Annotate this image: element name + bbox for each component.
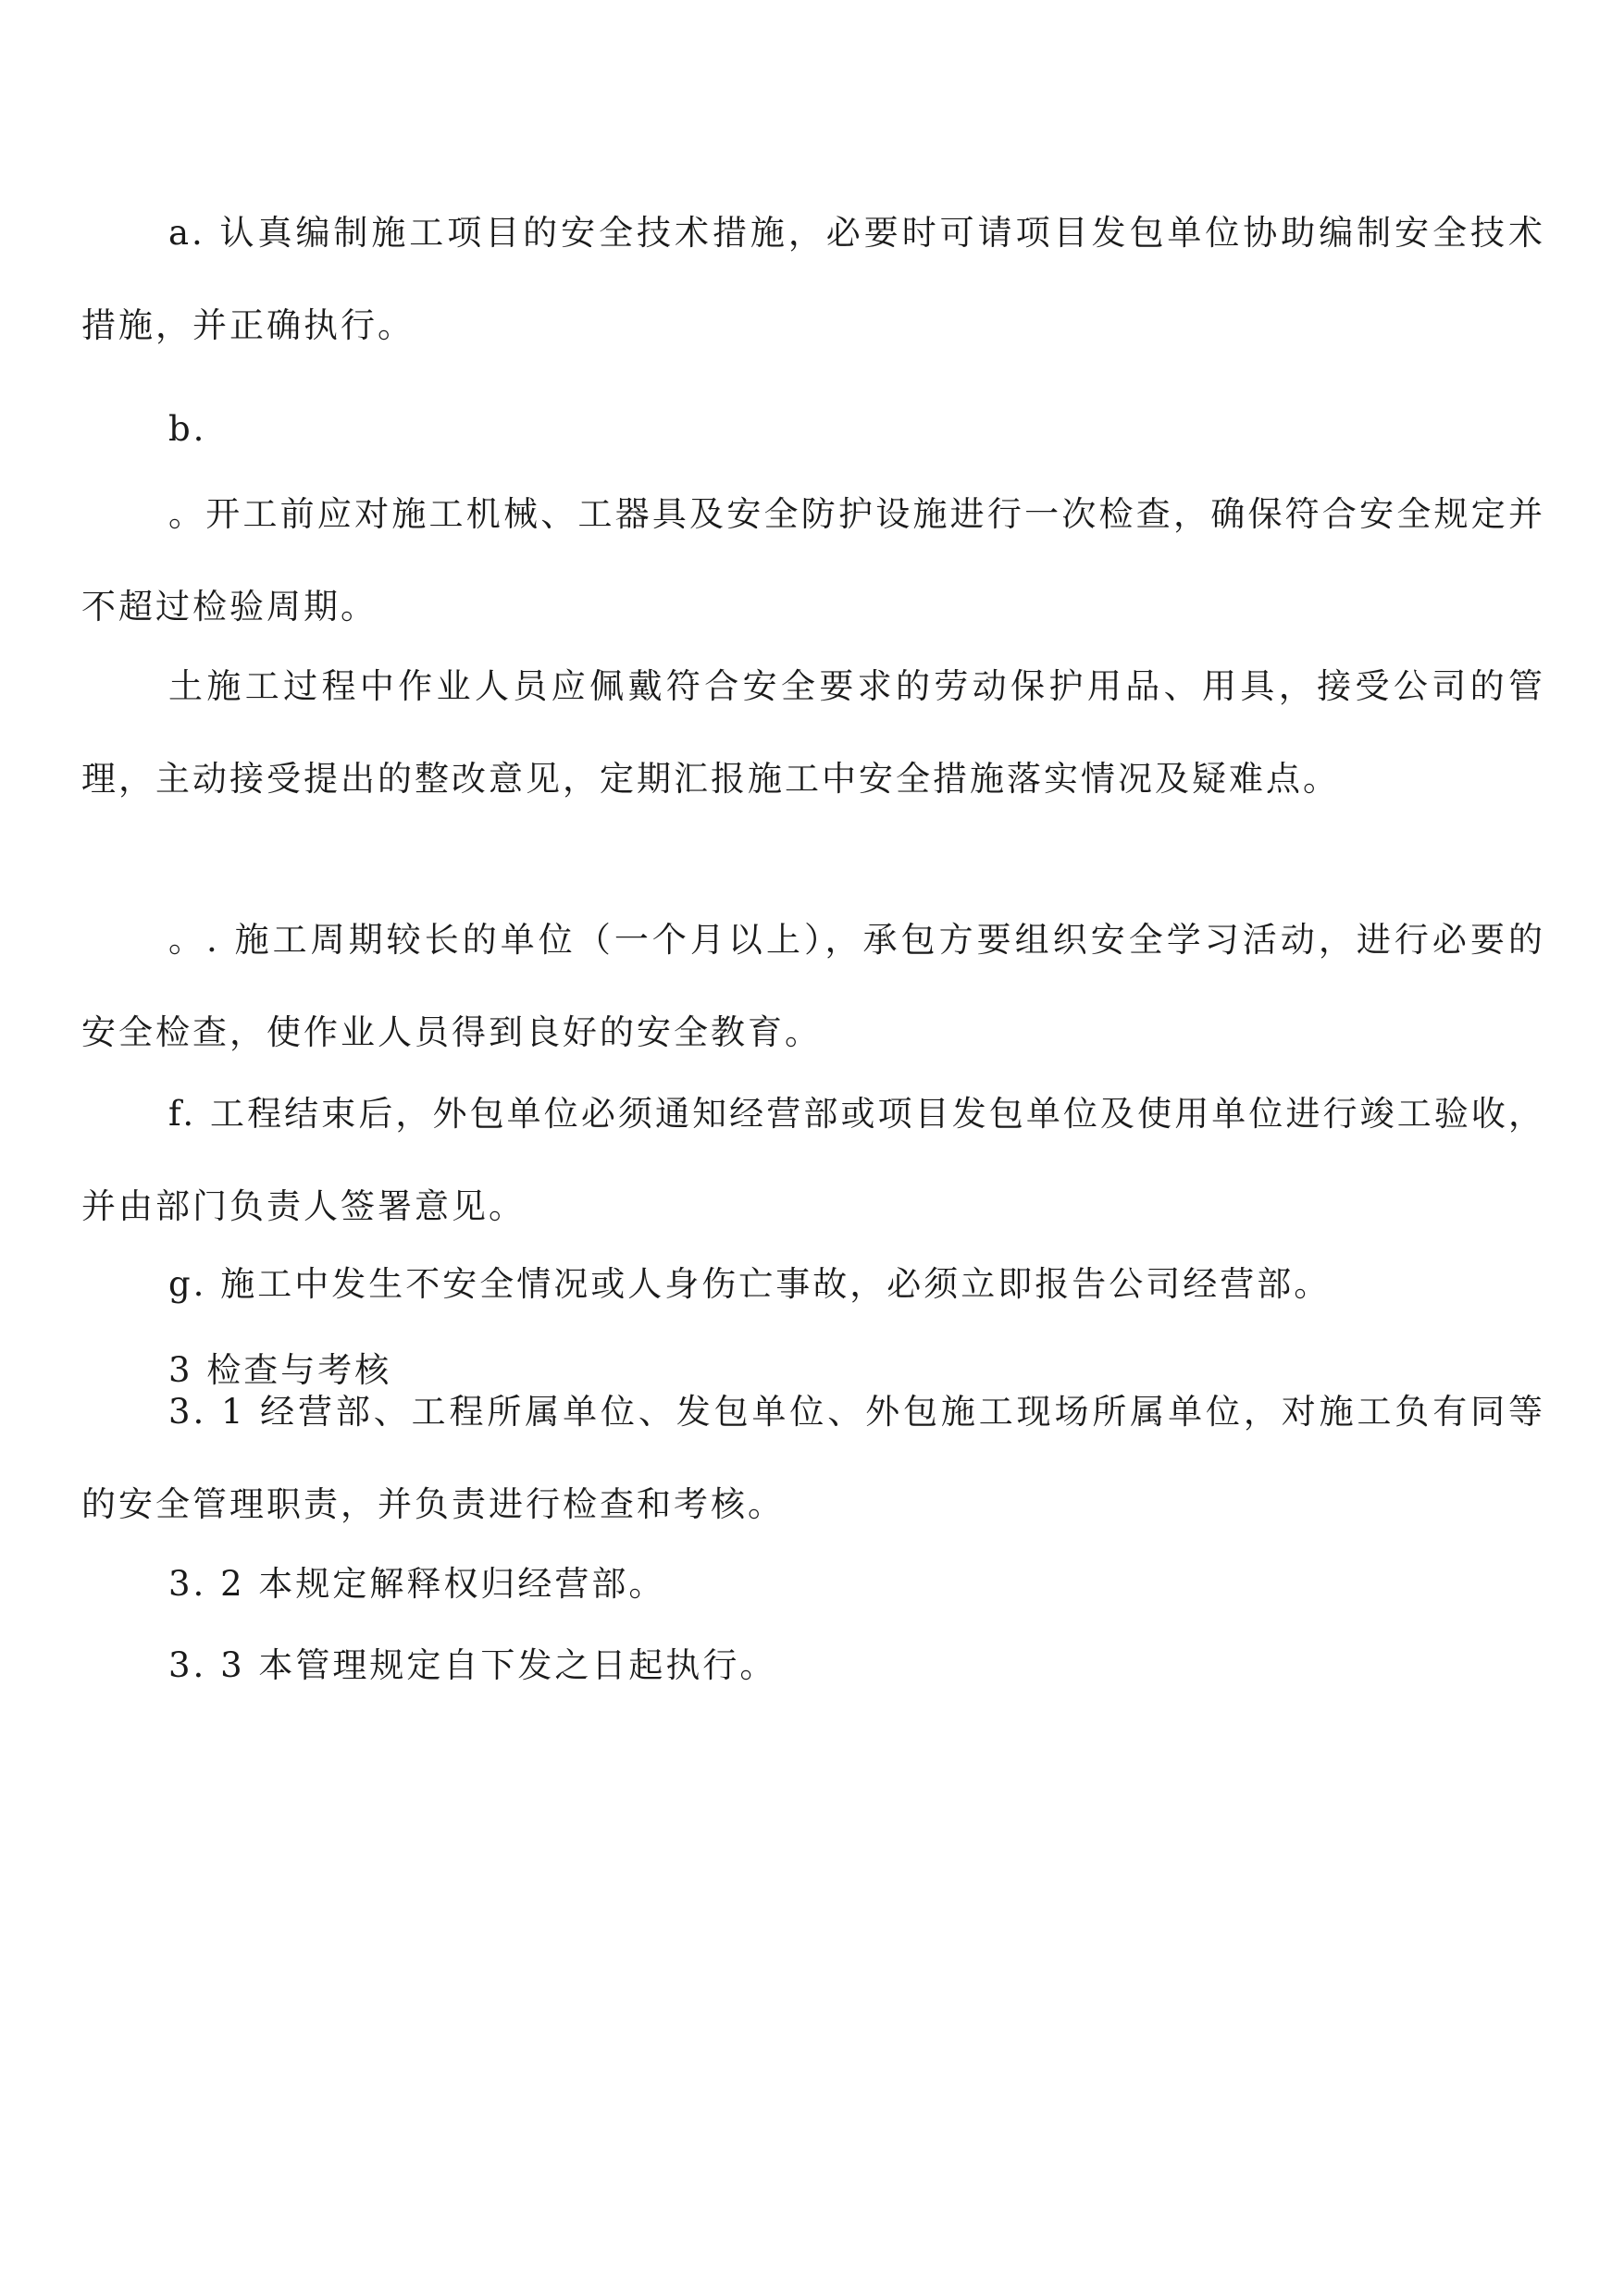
section-heading-inspection: 3 检查与考核	[168, 1350, 392, 1390]
paragraph-safety-measures: a. 认真编制施工项目的安全技术措施，必要时可请项目发包单位协助编制安全技术措施，并正确执行。	[81, 213, 1545, 345]
paragraph-management-responsibility: 3. 1 经营部、工程所属单位、发包单位、外包施工现场所属单位，对施工负有同等的安全管理职责，并负责进行检查和考核。	[81, 1392, 1545, 1524]
paragraph-protective-equipment: 土施工过程中作业人员应佩戴符合安全要求的劳动保护用品、用具，接受公司的管理，主动接受提出的整改意见，定期汇报施工中安全措施落实情况及疑难点。	[81, 666, 1545, 799]
paragraph-safety-training: 。. 施工周期较长的单位（一个月以上），承包方要组织安全学习活动，进行必要的安全检查，使作业人员得到良好的安全教育。	[81, 920, 1545, 1052]
paragraph-effective-date: 3. 3 本管理规定自下发之日起执行。	[168, 1645, 777, 1685]
paragraph-item-b-label: b.	[168, 409, 207, 449]
paragraph-incident-reporting: g. 施工中发生不安全情况或人身伤亡事故，必须立即报告公司经营部。	[168, 1264, 1332, 1304]
paragraph-pre-start-inspection: 。开工前应对施工机械、工器具及安全防护设施进行一次检查，确保符合安全规定并不超过检验周期。	[81, 494, 1545, 626]
paragraph-completion-acceptance: f. 工程结束后，外包单位必须通知经营部或项目发包单位及使用单位进行竣工验收，并由部门负责人签署意见。	[81, 1094, 1545, 1226]
paragraph-interpretation-rights: 3. 2 本规定解释权归经营部。	[168, 1564, 666, 1604]
